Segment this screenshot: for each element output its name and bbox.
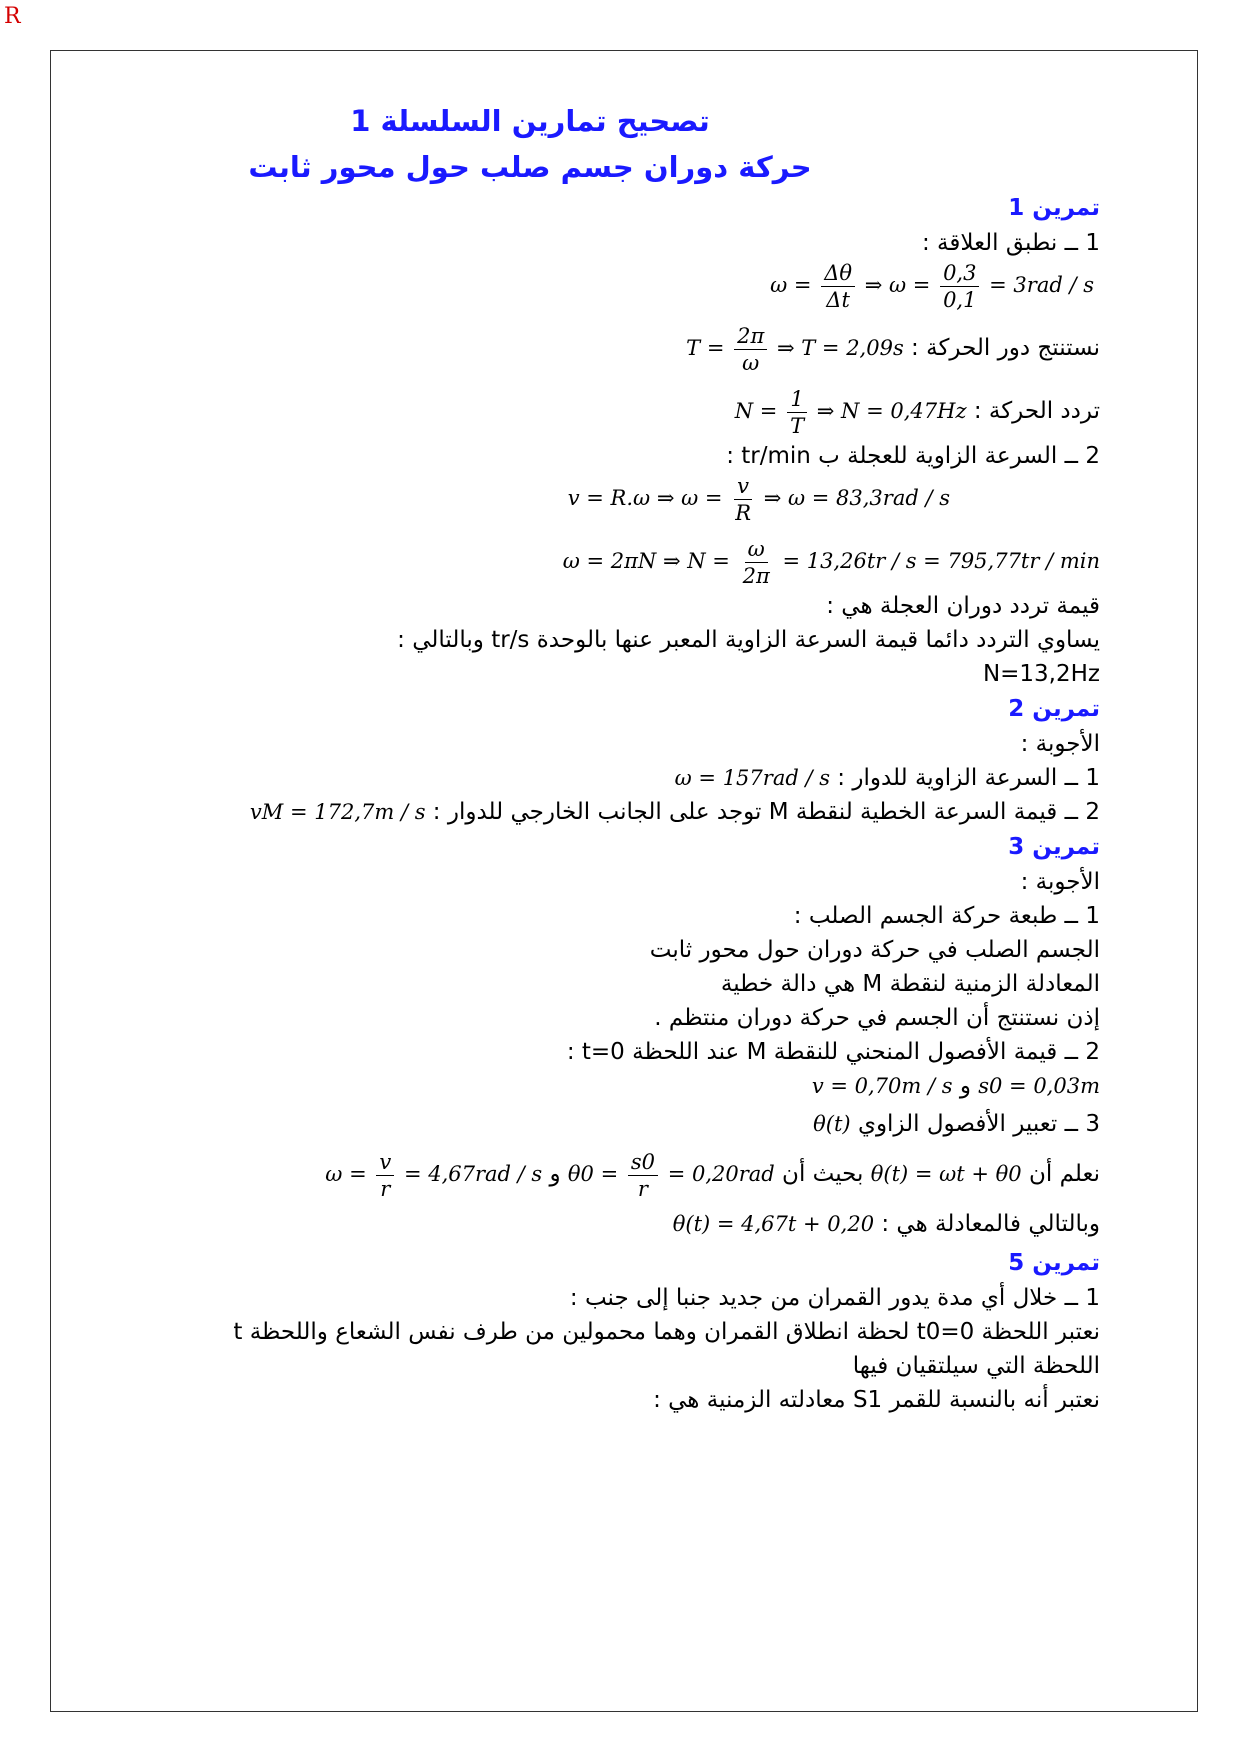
numerator: s0 — [628, 1149, 658, 1176]
numerator: 2π — [734, 323, 767, 350]
ex1-line-4: 2 ــ السرعة الزاوية للعجلة ب tr/min : — [726, 443, 1100, 469]
fraction — [821, 260, 855, 313]
initial-abscissa: s0 = 0,03m — [978, 1074, 1100, 1098]
ex1-equation-frequency-2 — [70, 536, 1100, 589]
ex1-line-frequency — [70, 386, 1100, 439]
numerator: 1 — [787, 386, 806, 413]
denominator: r — [380, 1177, 391, 1201]
ex2-line-3 — [70, 795, 1100, 829]
document-body — [70, 98, 1100, 1417]
eq-part: T = — [686, 336, 725, 360]
ex3-line-5: إذن نستنتج أن الجسم في حركة دوران منتظم . — [654, 1005, 1100, 1031]
ex1-line-5: قيمة تردد دوران العجلة هي : — [826, 593, 1100, 619]
ex2-line-2 — [70, 761, 1100, 795]
angular-speed-value: ω = 157rad / s — [674, 766, 830, 790]
ex3-line-2: 1 ــ طبعة حركة الجسم الصلب : — [793, 903, 1100, 929]
ex2-line-1: الأجوبة : — [1020, 731, 1100, 757]
denominator: Δt — [826, 288, 850, 312]
linear-speed-value: vM = 172,7m / s — [249, 800, 426, 824]
equation-label: وبالتالي فالمعادلة هي : — [881, 1211, 1100, 1237]
angular-abscissa-label: 3 ــ تعبير الأفصول الزاوي — [857, 1111, 1100, 1137]
ex5-line-3: اللحظة التي سيلتقيان فيها — [852, 1353, 1100, 1379]
ex3-line-4: المعادلة الزمنية لنقطة M هي دالة خطية — [720, 971, 1100, 997]
denominator: T — [790, 414, 805, 438]
ex5-line-1: 1 ــ خلال أي مدة يدور القمران من جديد جنبا إلى جنب : — [569, 1285, 1100, 1311]
denominator: 0,1 — [943, 288, 977, 312]
frequency-equation — [735, 386, 967, 439]
denominator: 2π — [742, 564, 770, 588]
title-line-2: حركة دوران جسم صلب حول محور ثابت — [248, 150, 812, 184]
ex3-line-7 — [70, 1069, 1100, 1103]
ex3-line-3: الجسم الصلب في حركة دوران حول محور ثابت — [649, 937, 1100, 963]
corner-mark: R — [4, 4, 21, 29]
ex1-line-1: 1 ــ نطبق العلاقة : — [921, 230, 1100, 256]
fraction — [940, 260, 979, 313]
ex3-line-1: الأجوبة : — [1020, 869, 1100, 895]
fraction — [740, 536, 773, 589]
eq-part: = 3rad / s — [989, 273, 1094, 297]
eq-part: N = — [734, 399, 778, 423]
eq-part: ω = 2πN ⇒ N = — [562, 549, 730, 573]
text-part: نعلم أن — [1028, 1161, 1100, 1187]
text-part: بحيث أن — [782, 1161, 864, 1187]
numerator: ω — [745, 536, 768, 563]
theta-symbol: θ(t) — [813, 1112, 851, 1136]
ex1-equation-omega — [70, 260, 1100, 313]
linear-speed-label: 2 ــ قيمة السرعة الخطية لنقطة M توجد على الجانب الخارجي للدوار : — [432, 799, 1100, 825]
denominator: r — [637, 1177, 648, 1201]
conjunction: و — [549, 1161, 561, 1187]
fraction — [376, 1149, 394, 1202]
omega-equation — [325, 1145, 542, 1203]
exercise-3-heading: تمرين 3 — [1008, 834, 1100, 860]
conjunction: و — [959, 1073, 971, 1099]
eq-part: ω = — [325, 1162, 367, 1186]
exercise-1-heading: تمرين 1 — [1008, 195, 1100, 221]
fraction — [734, 323, 767, 376]
frequency-label: تردد الحركة : — [973, 398, 1100, 424]
eq-part: = 13,26tr / s = 795,77tr / min — [782, 549, 1100, 573]
numerator: v — [734, 473, 752, 500]
fraction — [787, 386, 807, 439]
ex1-line-6: يساوي التردد دائما قيمة السرعة الزاوية المعبر عنها بالوحدة tr/s وبالتالي : — [397, 627, 1100, 653]
denominator: ω — [742, 351, 760, 375]
linear-speed: v = 0,70m / s — [811, 1074, 953, 1098]
eq-part: ⇒ ω = — [864, 273, 931, 297]
ex5-line-2: نعتبر اللحظة t0=0 لحظة انطلاق القمران وهما محمولين من طرف نفس الشعاع واللحظة t — [233, 1319, 1100, 1345]
angular-speed-label: 1 ــ السرعة الزاوية للدوار : — [837, 765, 1100, 791]
ex3-line-6: 2 ــ قيمة الأفصول المنحني للنقطة M عند اللحظة t=0 : — [566, 1039, 1100, 1065]
eq-part: ⇒ T = 2,09s — [776, 336, 904, 360]
fraction — [628, 1149, 658, 1202]
theta-equation: θ(t) = ωt + θ0 — [870, 1162, 1022, 1186]
ex3-line-10 — [70, 1203, 1100, 1245]
fraction — [732, 473, 754, 526]
numerator: 0,3 — [940, 260, 979, 287]
ex3-line-8 — [70, 1103, 1100, 1145]
ex1-line-period — [70, 323, 1100, 376]
theta0-equation — [568, 1145, 775, 1203]
eq-part: ω = — [770, 273, 812, 297]
eq-part: θ0 = — [567, 1162, 619, 1186]
eq-part: ⇒ ω = 83,3rad / s — [763, 486, 950, 510]
ex1-equation-velocity — [70, 473, 1100, 526]
exercise-2-heading: تمرين 2 — [1008, 696, 1100, 722]
title-line-1: تصحيح تمارين السلسلة 1 — [350, 104, 710, 138]
eq-part: = 4,67rad / s — [403, 1162, 543, 1186]
denominator: R — [735, 501, 751, 525]
eq-part: ⇒ N = 0,47Hz — [816, 399, 967, 423]
ex3-line-9 — [70, 1145, 1100, 1203]
exercise-5-heading: تمرين 5 — [1008, 1250, 1100, 1276]
numerator: v — [376, 1149, 394, 1176]
eq-part: = 0,20rad — [667, 1162, 775, 1186]
eq-part: v = R.ω ⇒ ω = — [567, 486, 723, 510]
final-equation: θ(t) = 4,67t + 0,20 — [672, 1212, 875, 1236]
ex1-line-7: N=13,2Hz — [982, 661, 1100, 687]
period-equation — [686, 323, 904, 376]
ex5-line-4: نعتبر أنه بالنسبة للقمر S1 معادلته الزمنية هي : — [653, 1387, 1100, 1413]
numerator: Δθ — [821, 260, 855, 287]
period-label: نستنتج دور الحركة : — [911, 335, 1100, 361]
